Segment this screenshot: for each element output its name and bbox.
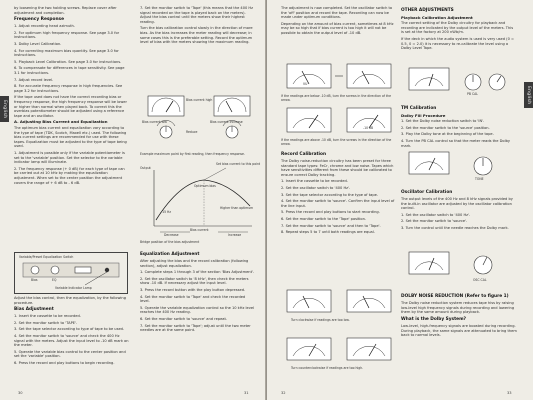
rec-step: 7. Set the monitor switch to 'source' and then to 'Tape'.: [281, 223, 381, 228]
freq-step: 4. For correcting maximum bias quantity. See page 3.0 for instructions.: [14, 48, 119, 58]
body-paragraph: The Dolby noise reduction system reduces tape hiss by raising low-level high frequency signals during recording and lowering them by the same amount during playback.: [401, 301, 515, 315]
page-number-right: 32: [281, 391, 286, 395]
figure-label: Variable Indicator Lamp: [55, 286, 92, 290]
osc-cal-figure: [405, 250, 515, 286]
body-paragraph: The Dolby noise-reduction circuitry has been preset for three standard tape types: FeCr, chrome and low noise. Tapes which have sensitivities different from these should be calibrated to ensure correct Dolby tracking.: [281, 159, 394, 177]
right-column-1: [281, 6, 397, 38]
figure-caption: Turn clockwise if readings are too low.: [291, 318, 350, 322]
body-paragraph: The output levels of the 400 Hz and 8 kHz signals provided by the built-in oscillator are adjusted by the oscillator calibration control.: [401, 197, 513, 211]
figure-label: Optimum bias: [194, 184, 216, 188]
other-adjustments-heading: OTHER ADJUSTMENTS: [401, 8, 454, 13]
left-page: [0, 0, 266, 400]
rec-step: 5. Press the record and play buttons to start recording.: [281, 210, 380, 215]
eq-step: 1. Complete steps 1 through 3 of the section 'Bias Adjustment'.: [140, 270, 255, 275]
figure-label: Bias current low: [142, 120, 167, 124]
eq-step: 6. Set the monitor switch to 'source' and repeat.: [140, 317, 228, 322]
figure-title: Variable/Preset Equalization Switch: [19, 255, 74, 259]
freq-step: 8. For accurate frequency response in high frequencies. See page 3.2 for instructions.: [14, 84, 123, 93]
figure-label: Higher than optimum: [220, 206, 254, 210]
frequency-response-heading: Frequency Response: [14, 17, 64, 23]
bias-curve-diagram: [140, 162, 261, 238]
equalization-heading: Equalization Adjustment: [140, 252, 200, 257]
right-column-2-mid: [401, 104, 517, 150]
meter-label: -10 dB: [363, 126, 374, 130]
pb-cal-diagram: [405, 66, 515, 100]
figure-label: Set bias current to this point: [216, 162, 261, 166]
tm-step: 2. Set the monitor switch to the 'source' position.: [401, 125, 490, 130]
figure-label: Output: [140, 166, 151, 170]
rec-step: 2. Set the oscillator switch to '400 Hz'.: [281, 186, 351, 191]
language-tab-right: [524, 82, 533, 108]
osc-cal-diagram: [405, 250, 515, 286]
osc-step: 1. Set the oscillator switch to '400 Hz'.: [401, 212, 471, 217]
body-paragraph: 7. Set the monitor switch to 'Tape' (this means that the 400 Hz signal recorded on the tape is played back on the meters). Adjust the bias control until the meters show their highest reading.: [140, 6, 254, 24]
meter-figure-3: [285, 288, 395, 316]
osc-step: 2. Set the monitor switch to 'source'.: [401, 219, 468, 224]
body-paragraph: The correct setting of the Dolby circuitry for playback and recording are indicated by the output level of the meters. This is set at the factory at 200 nWb/m.: [401, 21, 514, 35]
page-number-left: 30: [18, 391, 23, 395]
figure-caption: Bridge position of the bias adjustment: [140, 240, 200, 244]
oscillator-calibration-heading: Oscillator Calibration: [401, 190, 453, 195]
right-column-2-osc: [401, 188, 517, 233]
meter-diagram: [285, 288, 395, 316]
left-column-1: [14, 6, 130, 187]
equalization-switch-figure: [14, 252, 128, 294]
figure-label: Bias current high: [186, 98, 213, 102]
rec-step: 4. Set the monitor switch to 'source'. Confirm the input level of the line input.: [281, 199, 395, 208]
right-page: [267, 0, 533, 400]
freq-step: 7. Adjust record level.: [14, 77, 54, 82]
body-paragraph: Depending on the amount of bias current, sometimes at 8 kHz may be so high that if bias current is too high it will not be possible to obtain the output level of -10 dB.: [281, 21, 394, 35]
freq-step: 2. For optimum high frequency response. See page 3.0 for instructions.: [14, 30, 120, 40]
freq-step: 5. Playback Level Calibration. See page 3.0 for instructions.: [14, 59, 122, 64]
tab-label-right: English: [526, 85, 531, 105]
tm-calibration-heading: TM Calibration: [401, 106, 437, 111]
tm-step: 4. Turn the PB CAL control so that the meter reads the Dolby mark.: [401, 138, 511, 148]
rec-step: 1. Insert the cassette to be recorded.: [281, 179, 348, 184]
freq-step: 3. Dolby Level Calibration.: [14, 42, 62, 47]
freq-step: 6. To compensate for differences in tape sensitivity. See page 3.1 for instructions.: [14, 66, 125, 76]
language-tab-left: [0, 96, 9, 122]
figure-caption: If the readings are above -10 dB, turn the screws in the direction of the arrow.: [281, 138, 392, 146]
figure-caption: Example maximum point by first reading, then frequency response.: [140, 152, 245, 156]
rec-step: 8. Repeat steps 5 to 7 until both readings are equal.: [281, 230, 375, 235]
record-calibration-heading: Record Calibration: [281, 152, 327, 157]
control-label: PB CAL: [467, 92, 478, 96]
tm-cal-diagram: [405, 150, 515, 184]
bias-adjustment-heading: Bias Adjustment: [14, 307, 54, 313]
body-paragraph: After adjusting the bias and the record calibration (following section), adjust equalization.: [140, 259, 249, 268]
left-column-2: [140, 6, 256, 47]
body-paragraph: Turn the bias calibration control slowly in the direction of more bias. As the bias increases the meter reading will decrease; in some cases this is the preferable setting. Record the optimum level of bias with the meters showing the maximum reading.: [140, 26, 253, 45]
body-paragraph: The optimum bias current and equalization vary according to the type of tape (TDK, Scotch, Maxell etc.) used. The following bias current settings are recommended for use with these tapes. Equalization must be adjusted to the type of tape being used.: [14, 125, 127, 149]
figure-caption: If the readings are below -10 dB, turn the screws in the direction of the arrow.: [281, 94, 391, 102]
meter-figure-1: [285, 62, 395, 92]
meter-diagram: [285, 106, 395, 136]
left-column-1-lower: [14, 296, 130, 368]
pb-cal-figure: [405, 66, 515, 100]
bias-step: 6. Press the record and play buttons to begin recording.: [14, 361, 115, 366]
eq-step: 2. Set the oscillator switch to '8 kHz', then check the meters show -10 dB. If necessary adjust the input level.: [140, 276, 249, 286]
rec-step: 6. Set the monitor switch to the 'Tape' position.: [281, 217, 367, 222]
eq-step: 7. Set the monitor switch to 'Tape'; adjust until the two meter needles are at the same point.: [140, 323, 251, 333]
rec-step: 3. Set the tape selector according to the type of tape.: [281, 192, 378, 197]
playback-calibration-subheading: Playback Calibration Adjustment: [401, 14, 473, 20]
body-paragraph: 2. The frequency response (+ 0 dB) for each type of tape can be carried out at 10 kHz by making the equalization adjustment. When set to the center position the adjustment covers the range of + 6 dB to - 6 dB.: [14, 166, 125, 185]
figure-label: EQ: [52, 278, 57, 282]
right-column-1-lower: [281, 150, 397, 237]
meter-label: VU: [303, 82, 308, 86]
bias-step: 5. Operate the variable bias control to the center position and set the 'variable' position.: [14, 349, 126, 359]
control-label: TONE: [475, 177, 484, 181]
right-column-2: [401, 6, 517, 53]
bias-step: 4. Set the monitor switch to 'source' and check the 400 Hz signal with the meters. Adjust the input level to -10 dB mark on the meter.: [14, 334, 129, 348]
figure-label: Bias current increase: [210, 120, 243, 124]
meter-diagram: [285, 62, 395, 92]
figure-label: Bias: [31, 278, 38, 282]
osc-step: 3. Turn the control until the needle reaches the Dolby mark.: [401, 226, 509, 231]
figure-label: Reduce: [186, 130, 198, 134]
body-paragraph: Low-level, high-frequency signals are boosted during recording. During playback, the same signals are attenuated to bring them back to normal levels.: [401, 323, 517, 338]
dolby-fill-subheading: Dolby Fill Procedure: [401, 112, 446, 118]
figure-label: - 15 Hz: [160, 210, 171, 214]
body-paragraph: The adjustment is now completed. Set the oscillator switch to the 'off' position and record the tape. Recording can now be made under optimum conditions.: [281, 6, 393, 20]
bias-step: 3. Set the tape selector according to type of tape to be used.: [14, 327, 125, 332]
figure-label: Increase: [228, 233, 242, 237]
body-paragraph: 1. Adjustment is possible only if the variable potentiometer is set to the 'variable' position. Set the selector to the variable indicator lamp will illuminate.: [14, 150, 125, 165]
bias-step: 1. Insert the cassette to be recorded.: [14, 314, 81, 319]
figure-caption: Turn counterclockwise if readings are too high.: [291, 366, 364, 370]
eq-step: 4. Set the monitor switch to 'Tape' and check the recorded level.: [140, 294, 246, 304]
right-column-2-lower: [401, 292, 517, 340]
body-paragraph: If the tape used does not have the correct recording bias or frequency response, the high frequency response will be lower or higher than normal when played back. To correct this the overbias potentiometer should be adjusted using a reference tape and an oscillator.: [14, 95, 127, 118]
meter-figure-2: [285, 106, 395, 136]
bias-curve-figure: [140, 162, 261, 238]
dolby-noise-reduction-heading: DOLBY NOISE REDUCTION (Refer to figure 1): [401, 294, 509, 299]
bias-knob-figure: [140, 92, 258, 150]
bias-subheading: A. Adjusting Bias Current and Equalization: [14, 119, 108, 125]
intro-text: by loosening the two holding screws. Replace cover after adjustment and completion.: [14, 6, 117, 15]
eq-step: 3. Press the record button with the play button depressed.: [140, 288, 246, 293]
what-is-dolby-heading: What is the Dolby System?: [401, 316, 467, 322]
figure-label: Bias current: [190, 228, 209, 232]
tm-step: 3. Play the Dolby tone at the beginning of the tape.: [401, 132, 494, 137]
freq-step: 1. Adjust recording head azimuth.: [14, 24, 75, 29]
page-number-right-2: 33: [507, 391, 512, 395]
figure-label: Decrease: [164, 233, 179, 237]
left-column-2-lower: [140, 250, 256, 335]
tm-step: 1. Set the Dolby noise reduction switch to 'IN'.: [401, 119, 485, 124]
page-number-left-2: 31: [244, 391, 249, 395]
bias-step: 2. Set the monitor switch to 'TAPE'.: [14, 320, 78, 325]
body-paragraph: If the deck in which the audio system is used is very used (0 = 0.5, 0 = 2.0) it is necessary to re-calibrate the level using a Dolby Level Tape.: [401, 36, 515, 51]
meter-figure-4: [285, 336, 395, 364]
meter-diagram: [285, 336, 395, 364]
tab-label-left: English: [2, 99, 7, 119]
control-label: OSC CAL: [473, 278, 487, 282]
tm-cal-figure: [405, 150, 515, 184]
body-paragraph: Adjust the bias control, then the equalization, by the following procedure.: [14, 296, 126, 305]
eq-step: 5. Operate the variable equalization control so the 10 kHz level reaches the 400 Hz reading.: [140, 305, 255, 315]
